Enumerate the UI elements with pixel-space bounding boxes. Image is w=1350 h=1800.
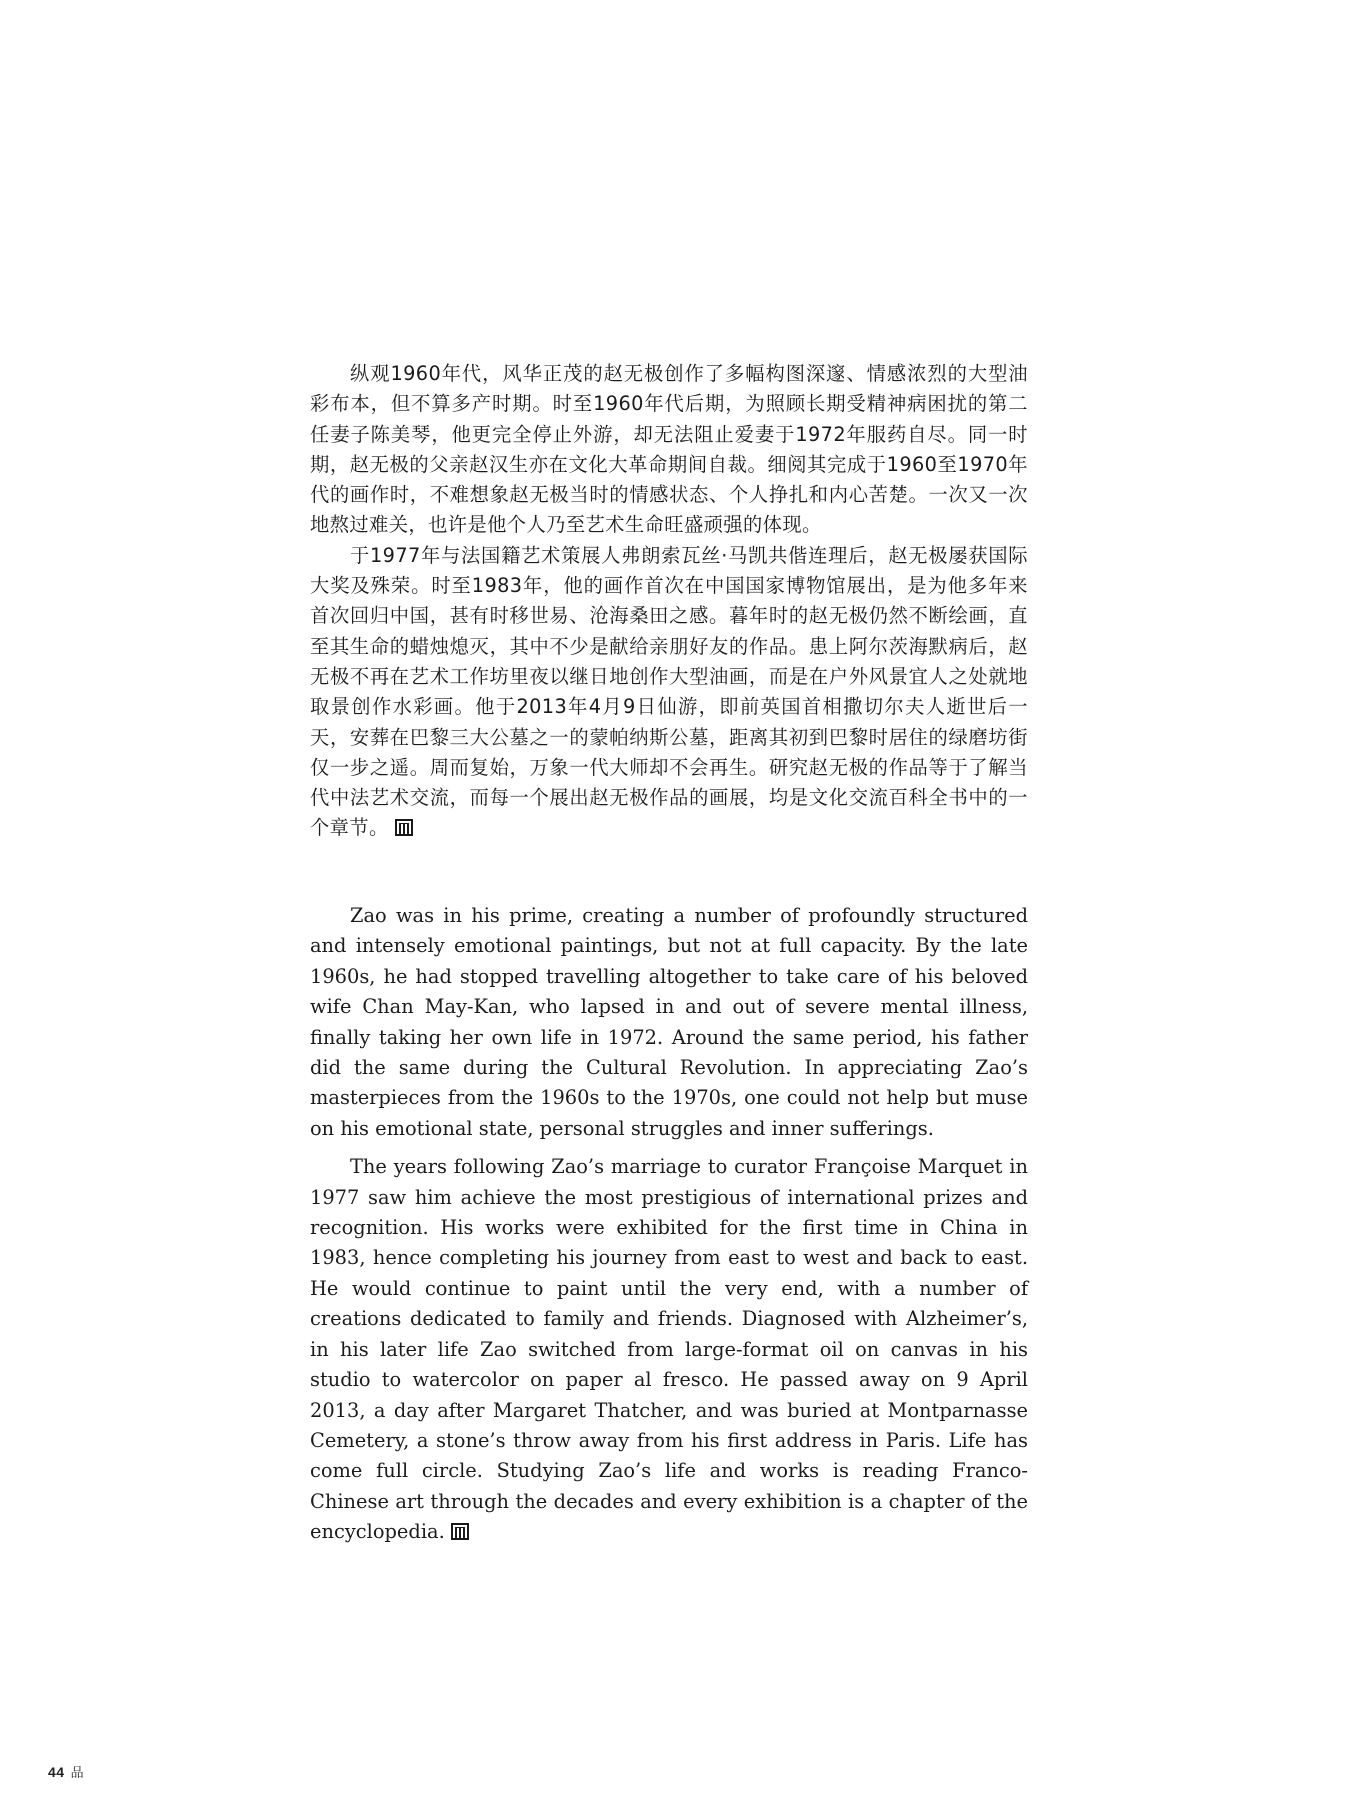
chinese-paragraph-2-text: 于1977年与法国籍艺术策展人弗朗索瓦丝·马凯共偕连理后，赵无极屡获国际大奖及殊荣。时至1983年，他的画作首次在中国国家博物馆展出，是为他多年来首次回归中国，甚有时移世易、沧海桑田之感。暮年时的赵无极仍然不断绘画，直至其生命的蜡烛熄灭，其中不少是献给亲朋好友的作品。患上阿尔茨海默病后，赵无极不再在艺术工作坊里夜以继日地创作大型油画，而是在户外风景宜人之处就地取景创作水彩画。他于2013年4月9日仙游，即前英国首相撒切尔夫人逝世后一天，安葬在巴黎三大公墓之一的蒙帕纳斯公墓，距离其初到巴黎时居住的绿磨坊街仅一步之遥。周而复始，万象一代大师却不会再生。研究赵无极的作品等于了解当代中法艺术交流，而每一个展出赵无极作品的画展，均是文化交流百科全书中的一个章节。	[310, 543, 1028, 840]
english-paragraph-2-text: The years following Zao’s marriage to curator Françoise Marquet in 1977 saw him achieve the most prestigious of international prizes and recognition. His works were exhibited for the first time in China in 1983, hence completing his journey from east to west and back to east. He would continue to paint until the very end, with a number of creations dedicated to family and friends. Diagnosed with Alzheimer’s, in his later life Zao switched from large-format oil on canvas in his studio to watercolor on paper al fresco. He passed away on 9 April 2013, a day after Margaret Thatcher, and was buried at Montparnasse Cemetery, a stone’s throw away from his first address in Paris. Life has come full circle. Studying Zao’s life and works is reading Franco-Chinese art through the decades and every exhibition is a chapter of the encyclopedia.	[310, 1155, 1028, 1544]
english-paragraph-1: Zao was in his prime, creating a number of profoundly structured and intensely emotional paintings, but not at full capacity. By the late 1960s, he had stopped travelling altogether to take care of his beloved wife Chan May-Kan, who lapsed in and out of severe mental illness, finally taking her own life in 1972. Around the same period, his father did the same during the Cultural Revolution. In appreciating Zao’s masterpieces from the 1960s to the 1970s, one could not help but muse on his emotional state, personal struggles and inner sufferings.	[310, 904, 1028, 1140]
magazine-name: 品	[70, 1766, 85, 1781]
end-mark-icon	[395, 819, 413, 836]
page-footer	[48, 1762, 84, 1781]
chinese-paragraph-1: 纵观1960年代，风华正茂的赵无极创作了多幅构图深邃、情感浓烈的大型油彩布本，但不算多产时期。时至1960年代后期，为照顾长期受精神病困扰的第二任妻子陈美琴，他更完全停止外游，却无法阻止爱妻于1972年服药自尽。同一时期，赵无极的父亲赵汉生亦在文化大革命期间自裁。细阅其完成于1960至1970年代的画作时，不难想象赵无极当时的情感状态、个人挣扎和内心苦楚。一次又一次地熬过难关，也许是他个人乃至艺术生命旺盛顽强的体现。	[310, 362, 1028, 537]
chinese-paragraph-2	[310, 541, 1028, 844]
page-number: 44	[48, 1764, 65, 1780]
chinese-article	[310, 359, 1028, 844]
english-paragraph-2	[310, 1152, 1028, 1547]
end-mark-icon	[451, 1523, 469, 1540]
english-article	[310, 901, 1028, 1548]
